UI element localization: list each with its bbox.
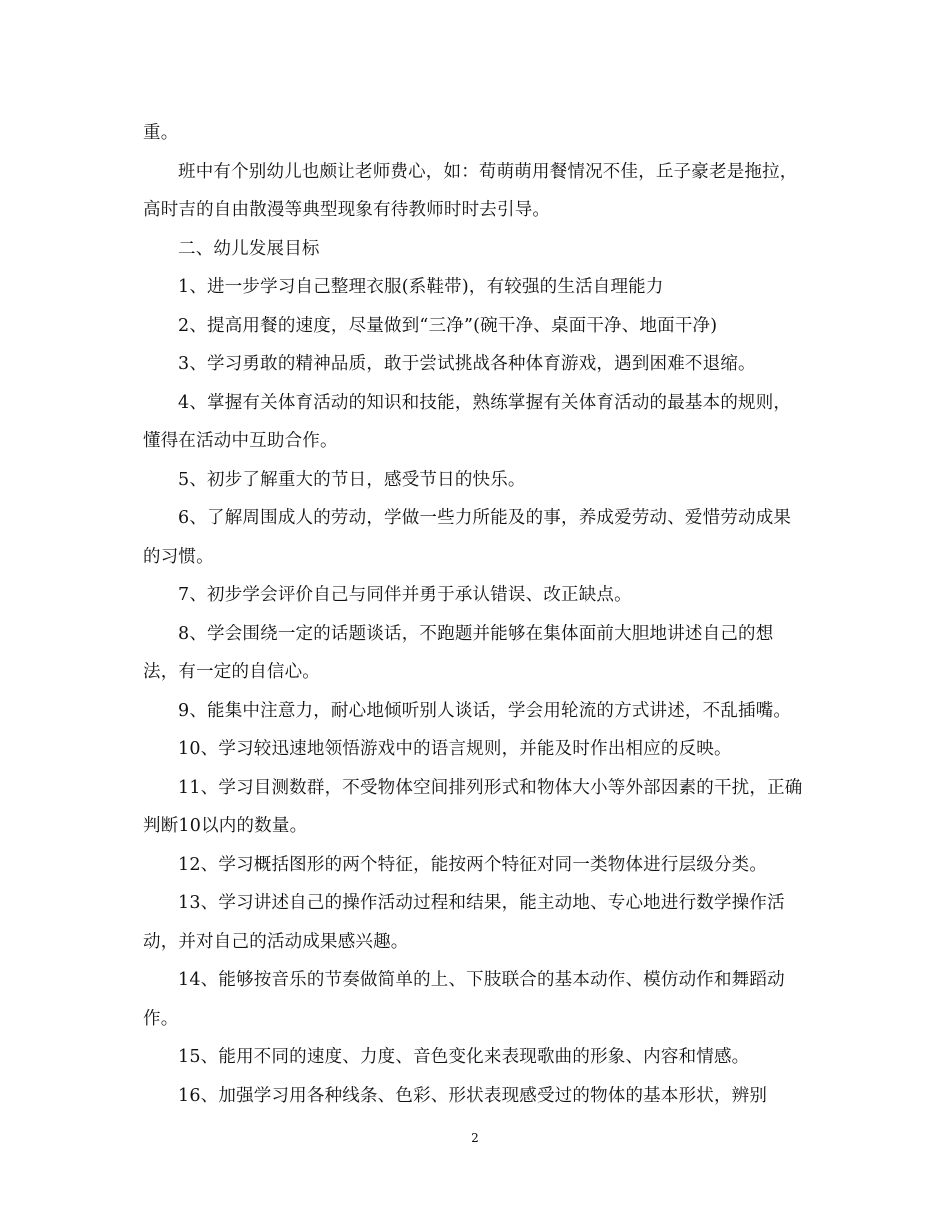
paragraph: 重。	[143, 123, 179, 143]
section-heading: 二、幼儿发展目标	[178, 238, 320, 259]
goal-item: 7、初步学会评价自己与同伴并勇于承认错误、改正缺点。	[178, 585, 632, 605]
goal-item: 2、提高用餐的速度，尽量做到“三净”(碗干净、桌面干净、地面干净)	[178, 315, 718, 336]
goal-item: 12、学习概括图形的两个特征，能按两个特征对同一类物体进行层级分类。	[178, 854, 768, 875]
goal-item: 11、学习目测数群，不受物体空间排列形式和物体大小等外部因素的干扰，正确判断10以内的数量。	[143, 777, 803, 836]
goal-item: 6、了解周围成人的劳动，学做一些力所能及的事，养成爱劳动、爱惜劳动成果的习惯。	[143, 508, 792, 567]
goal-item: 14、能够按音乐的节奏做简单的上、下肢联合的基本动作、模仿动作和舞蹈动作。	[143, 970, 785, 1029]
goal-item: 15、能用不同的速度、力度、音色变化来表现歌曲的形象、内容和情感。	[178, 1047, 750, 1067]
paragraph: 班中有个别幼儿也颇让老师费心，如：荀萌萌用餐情况不佳，丘子豪老是拖拉，高时吉的自由散漫等典型现象有待教师时时去引导。	[143, 161, 798, 220]
goal-item: 4、掌握有关体育活动的知识和技能，熟练掌握有关体育活动的最基本的规则，懂得在活动中互助合作。	[143, 392, 792, 451]
document-body	[143, 114, 808, 1115]
goal-item: 16、加强学习用各种线条、色彩、形状表现感受过的物体的基本形状，辨别	[178, 1085, 768, 1106]
goal-item: 9、能集中注意力，耐心地倾听别人谈话，学会用轮流的方式讲述，不乱插嘴。	[178, 700, 792, 721]
goal-item: 3、学习勇敢的精神品质，敢于尝试挑战各种体育游戏，遇到困难不退缩。	[178, 354, 756, 374]
goal-item: 10、学习较迅速地领悟游戏中的语言规则，并能及时作出相应的反映。	[178, 739, 732, 759]
goal-item: 8、学会围绕一定的话题谈话，不跑题并能够在集体面前大胆地讲述自己的想法，有一定的自信心。	[143, 623, 774, 682]
goal-item: 13、学习讲述自己的操作活动过程和结果，能主动地、专心地进行数学操作活动，并对自己的活动成果感兴趣。	[143, 893, 785, 952]
goal-item: 5、初步了解重大的节日，感受节日的快乐。	[178, 469, 526, 490]
goal-item: 1、进一步学习自己整理衣服(系鞋带)，有较强的生活自理能力	[178, 277, 664, 297]
page-number: 2	[471, 1131, 479, 1145]
